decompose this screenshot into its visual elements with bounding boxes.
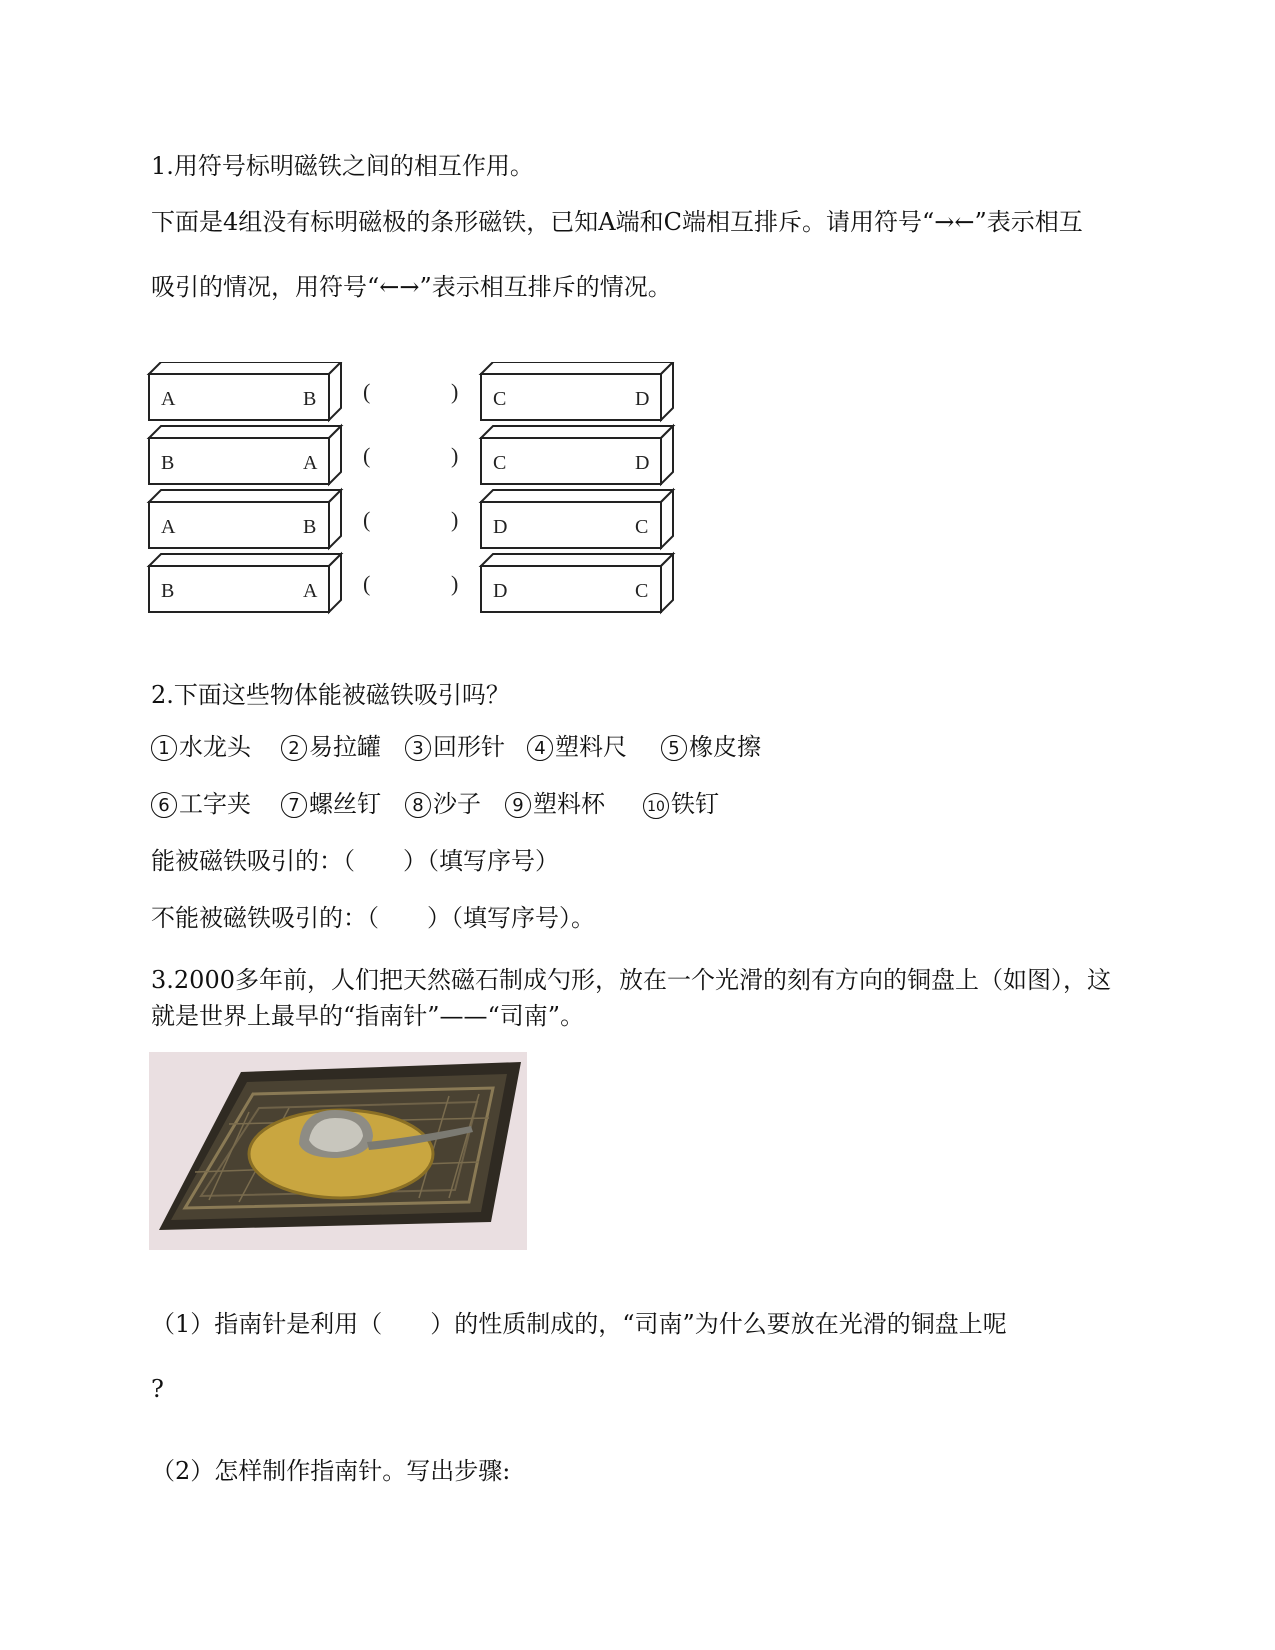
q2-title: 2.下面这些物体能被磁铁吸引吗？ (151, 681, 510, 709)
item-number: 9 (505, 792, 531, 818)
q1-title: 1.用符号标明磁铁之间的相互作用。 (151, 152, 534, 180)
magnet-top-face (481, 554, 673, 566)
answer-paren-open: ( (363, 379, 371, 404)
item-name: 沙子 (433, 790, 481, 818)
item-number: 1 (151, 735, 177, 761)
magnet-pole-label: B (161, 580, 175, 602)
answer-paren-close: ) (451, 379, 459, 404)
q3-subquestion-1-end: ? (151, 1375, 164, 1403)
q2-items-row1 (151, 732, 761, 762)
magnet-front-face (481, 566, 661, 612)
item-number: 2 (281, 735, 307, 761)
magnet-pole-label: C (493, 452, 507, 474)
object-item (405, 789, 481, 819)
magnet-pole-label: A (161, 388, 176, 410)
answer-paren-close: ) (451, 571, 459, 596)
magnet-pole-label: C (635, 516, 649, 538)
sinan-compass-image (149, 1052, 527, 1250)
object-item (405, 732, 505, 762)
item-name: 回形针 (433, 733, 505, 761)
magnet-front-face (481, 502, 661, 548)
item-number: 3 (405, 735, 431, 761)
object-item (281, 732, 381, 762)
item-number: 4 (527, 735, 553, 761)
item-name: 螺丝钉 (309, 790, 381, 818)
item-number: 6 (151, 792, 177, 818)
item-number: 5 (661, 735, 687, 761)
magnet-pole-label: C (493, 388, 507, 410)
answer-paren-open: ( (363, 571, 371, 596)
magnet-front-face (149, 438, 329, 484)
object-item (151, 732, 251, 762)
q1-description-line2: 吸引的情况，用符号“←→”表示相互排斥的情况。 (151, 273, 672, 301)
item-number: 7 (281, 792, 307, 818)
q2-answer-not-attracted: 不能被磁铁吸引的：（ ）（填写序号）。 (151, 904, 595, 932)
magnet-pole-label: B (303, 388, 317, 410)
answer-paren-open: ( (363, 443, 371, 468)
magnet-pole-label: D (635, 452, 650, 474)
magnet-pole-label: A (161, 516, 176, 538)
magnet-front-face (481, 438, 661, 484)
magnet-pole-label: D (493, 580, 508, 602)
magnet-top-face (149, 490, 341, 502)
magnet-front-face (149, 374, 329, 420)
object-item (661, 732, 761, 762)
magnet-pairs-figure (145, 362, 690, 624)
magnet-front-face (149, 502, 329, 548)
magnet-pole-label: A (303, 580, 318, 602)
magnet-top-face (149, 426, 341, 438)
item-name: 铁钉 (671, 790, 719, 818)
magnet-pole-label: D (493, 516, 508, 538)
magnet-top-face (481, 426, 673, 438)
object-item (527, 732, 627, 762)
item-number: 8 (405, 792, 431, 818)
q2-items-row2 (151, 789, 719, 819)
magnet-top-face (481, 362, 673, 374)
magnet-pole-label: C (635, 580, 649, 602)
magnet-pole-label: A (303, 452, 318, 474)
magnet-pole-label: B (161, 452, 175, 474)
item-number: 10 (643, 793, 669, 819)
item-name: 塑料尺 (555, 733, 627, 761)
object-item (281, 789, 381, 819)
object-item (505, 789, 605, 819)
item-name: 工字夹 (179, 790, 251, 818)
q2-answer-attracted: 能被磁铁吸引的：（ ）（填写序号） (151, 847, 559, 875)
answer-paren-close: ) (451, 443, 459, 468)
magnet-top-face (481, 490, 673, 502)
q1-description-line1: 下面是4组没有标明磁极的条形磁铁，已知A端和C端相互排斥。请用符号“→←”表示相互 (151, 208, 1083, 236)
object-item (151, 789, 251, 819)
item-name: 易拉罐 (309, 733, 381, 761)
magnet-top-face (149, 554, 341, 566)
answer-paren-open: ( (363, 507, 371, 532)
magnet-top-face (149, 362, 341, 374)
q3-subquestion-2: （2）怎样制作指南针。写出步骤: (151, 1457, 511, 1485)
item-name: 水龙头 (179, 733, 251, 761)
magnet-pole-label: B (303, 516, 317, 538)
q3-subquestion-1: （1）指南针是利用（ ）的性质制成的，“司南”为什么要放在光滑的铜盘上呢 (151, 1310, 1007, 1338)
magnet-pole-label: D (635, 388, 650, 410)
item-name: 塑料杯 (533, 790, 605, 818)
q3-text: 3.2000多年前，人们把天然磁石制成勺形，放在一个光滑的刻有方向的铜盘上（如图），这就是世界上最早的“指南针”——“司南”。 (151, 966, 1111, 1030)
magnet-front-face (149, 566, 329, 612)
answer-paren-close: ) (451, 507, 459, 532)
magnet-front-face (481, 374, 661, 420)
item-name: 橡皮擦 (689, 733, 761, 761)
object-item (643, 789, 719, 819)
